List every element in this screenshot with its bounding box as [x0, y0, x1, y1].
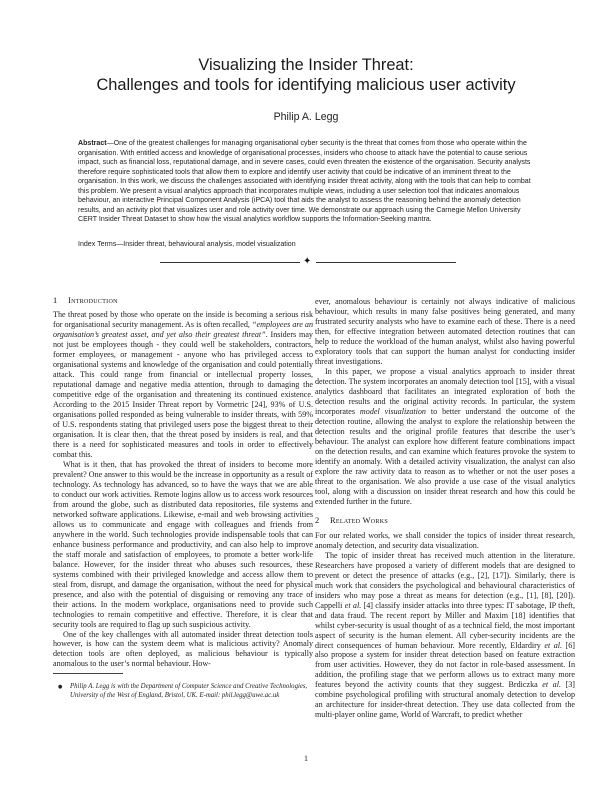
- footnote-text: Philip A. Legg is with the Department of Computer Science and Creative Technologies, University of the West of England, Bristol, UK. E-mail: phil.legg@uwe.ac.uk: [70, 683, 308, 699]
- paragraph: One of the key challenges with all automated insider threat detection tools however, is how can the system deem what is malicious activity? Anomaly detection tools are often deployed, as malicious behaviour is typically anomalous to the user’s normal behaviour. How-: [53, 629, 313, 669]
- divider-diamond-icon: ✦: [303, 256, 312, 267]
- section-heading-introduction: [53, 296, 118, 306]
- section-number: 2: [315, 515, 320, 525]
- paper-title: [0, 55, 612, 95]
- divider-left: [160, 262, 300, 263]
- section-number: 1: [53, 296, 58, 305]
- paragraph: ever, anomalous behaviour is certainly not always indicative of malicious behaviour, which results in many false positives being generated, and many frustrated security analysts who have to examine each of these. There is a need then, for effective integration between automated detection routines that can help to reduce the workload of the human analyst, whilst also having powerful exploratory tools that can support the human analyst for conducting insider threat investigations.: [315, 297, 575, 366]
- bullet-icon: ●: [58, 684, 63, 690]
- emphasis: model visualization: [359, 406, 426, 416]
- paragraph: The topic of insider threat has received much attention in the literature. Researchers have proposed a variety of different models that are designed to prevent or detect the presence of attacks (e.g., [2], [17]). Similarly, there is much work that considers the psychological and behavioural characteristics of insiders who may pose a threat as means for detection (e.g., [1], [8], [20]). Cappelli et al. [4] classify insider attacks into three types: IT sabotage, IP theft, and data fraud. The recent report by Miller and Maxim [18] identifies that whilst cyber-security is usual thought of as a technical field, the most important aspect of security is the human element. All cyber-security incidents are the direct consequences of human behaviour. More recently, Eldardiry et al. [6] also propose a system for insider threat detection based on feature extraction from user activities. However, they do not factor in role-based assessment. In addition, the profiling stage that we perform allows us to extract many more features beyond the activity counts that they suggest. Brdiczka et al. [3] combine psychological profiling with structural anomaly detection to develop an architecture for insider-threat detection. They use data collected from the multi-player online game, World of Warcraft, to predict whether: [315, 550, 576, 720]
- author-name: Philip A. Legg: [273, 111, 339, 123]
- footnote-rule: [53, 673, 123, 674]
- section-heading-related-works: [315, 516, 575, 526]
- quote: “employees are an organisation’s greatest asset, and yet also their greatest threat”: [53, 319, 313, 339]
- section-title: Related Works: [330, 515, 388, 525]
- title-line-1: Visualizing the Insider Threat:: [198, 56, 414, 74]
- paragraph: In this paper, we propose a visual analytics approach to insider threat detection. The system incorporates an anomaly detection tool [15], with a visual analytics dashboard that facilitates an integrated exploration of both the detection results and the original activity records. In particular, the system incorporates model visualization to better understand the outcome of the detection routine, allowing the analyst to explore the relationship between the detection results and the original profile features that describe the user’s behaviour. The analyst can explore how different feature combinations impact on the detection results, and can examine which features provoke the system to identify an anomaly. With a detailed activity visualization, the analyst can also explore the raw activity data to reason as to whether or not the user poses a threat to the organisation. We also provide a use case of the visual analytics tool, along with a discussion on insider threat research and how this could be extended further in the future.: [315, 366, 575, 506]
- section-title: Introduction: [68, 296, 118, 305]
- paragraph: For our related works, we shall consider the topics of insider threat research, anomaly detection, and security data visualization.: [315, 530, 575, 550]
- page-number: 1: [304, 754, 308, 763]
- paragraph: What is it then, that has provoked the threat of insiders to become more prevalent? One answer to this would be the increase in opportunity as a result of technology. As technology has advanced, so to have the ways that we are able to conduct our work activities. Remote logins allow us to access work resources from around the globe, such as distributed data repositories, file systems and networked software applications. Likewise, e-mail and web browsing activities allows us to communicate and engage with colleagues and friends from anywhere in the world. Such technologies provide indispensable tools that can enhance business performance and productivity, and can also help to improve the staff morale and satisfaction of employees, to promote a better work-life balance. However, for the insider threat who abuses such resources, these systems combined with their privileged knowledge and access allow them to steal from, disrupt, and damage the organisation, without the need for physical presence, and also with the potential of disguising or removing any trace of their actions. In the modern workplace, organisations need to provide such technologies to remain competitive and effective. Therefore, it is clear that security tools are required to flag up such suspicious activity.: [53, 459, 313, 629]
- footnote: [58, 683, 318, 700]
- paragraph: The threat posed by those who operate on the inside is becoming a serious risk for organisational security management. As is often recalled, “employees are an organisation’s greatest asset, and yet also their greatest threat”. Insiders may not just be employees though - they could well be stakeholders, contractors, former employees, or management - anyone who has privileged access to organisational systems and knowledge of the organisation and could potentially attack. This could range from financial or intellectual property losses, reputational damage and negative media attention, through to damaging the competitive edge of the organisation and threatening its continued existence. According to the 2015 Insider Threat report by Vormetric [24], 93% of U.S. organisations polled responded as being vulnerable to insider threats, with 59% of U.S. respondents stating that privileged users pose the biggest threat to their organisation. It is clear then, that the threat posed by insiders is real, and that there is a need for sophisticated measures and tools in order to effectively combat this.: [53, 310, 313, 459]
- title-line-2: Challenges and tools for identifying malicious user activity: [96, 76, 516, 94]
- abstract: [78, 139, 534, 225]
- index-terms: Index Terms—Insider threat, behavioural analysis, model visualization: [78, 241, 296, 248]
- abstract-text: —One of the greatest challenges for managing organisational cyber security is the threat that comes from those who operate within the organisation. With entitled access and knowledge of organisational processes, insiders who choose to attack have the potential to cause serious impact, such as financial loss, reputational damage, and in severe cases, could even threaten the existence of the organisation. Security analysts therefore require sophisticated tools that allow them to explore and identify user activity that could be indicative of an imminent threat to the organisation. In this work, we discuss the challenges associated with identifying insider threat activity, along with the tools that can help to combat this problem. We present a visual analytics approach that incorporates multiple views, including a user selection tool that indicates anomalous behaviour, an interactive Principal Component Analysis (iPCA) tool that aids the analyst to assess the reasoning behind the anomaly detection results, and an activity plot that visualizes user and role activity over time. We demonstrate our approach using the Carnegie Mellon University CERT Insider Threat Dataset to show how the visual analytics workflow supports the Information-Seeking mantra.: [78, 140, 531, 224]
- right-column: [315, 297, 575, 720]
- abstract-label: Abstract: [78, 140, 107, 147]
- left-column: [53, 310, 313, 669]
- divider-right: [316, 262, 456, 263]
